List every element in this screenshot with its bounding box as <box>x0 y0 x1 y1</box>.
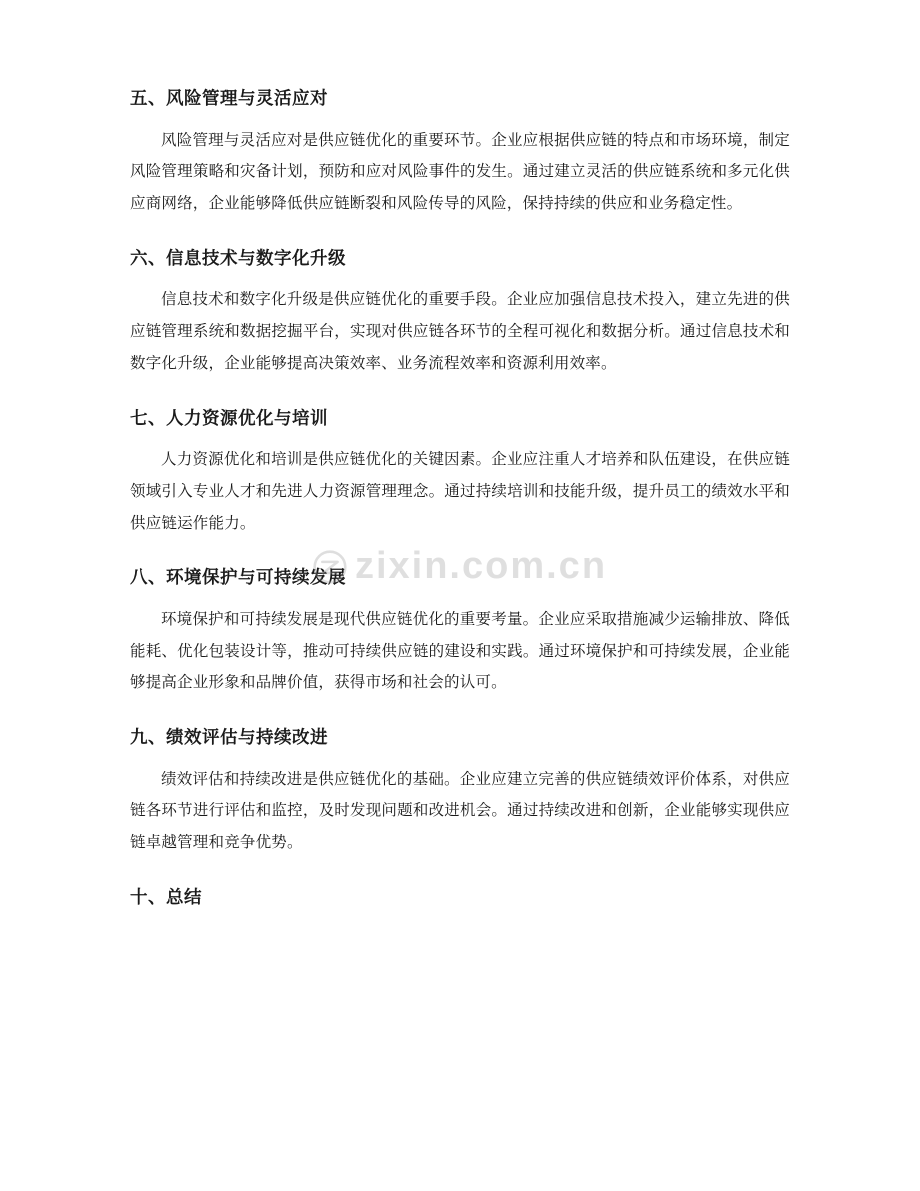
section-paragraph: 信息技术和数字化升级是供应链优化的重要手段。企业应加强信息技术投入，建立先进的供应链管理系统和数据挖掘平台，实现对供应链各环节的全程可视化和数据分析。通过信息技术和数字化升级，企业能够提高决策效率、业务流程效率和资源利用效率。 <box>130 291 790 372</box>
section-heading: 五、风险管理与灵活应对 <box>130 88 328 108</box>
section-paragraph: 风险管理与灵活应对是供应链优化的重要环节。企业应根据供应链的特点和市场环境，制定风险管理策略和灾备计划，预防和应对风险事件的发生。通过建立灵活的供应链系统和多元化供应商网络，企业能够降低供应链断裂和风险传导的风险，保持持续的供应和业务稳定性。 <box>130 131 790 213</box>
section-paragraph: 绩效评估和持续改进是供应链优化的基础。企业应建立完善的供应链绩效评价体系，对供应链各环节进行评估和监控，及时发现问题和改进机会。通过持续改进和创新，企业能够实现供应链卓越管理和竞争优势。 <box>130 770 790 852</box>
document-body <box>130 86 790 923</box>
document-section <box>130 565 790 699</box>
watermark-text: zixin.com.cn <box>354 545 608 587</box>
section-heading: 九、绩效评估与持续改进 <box>130 727 328 748</box>
section-paragraph: 人力资源优化和培训是供应链优化的关键因素。企业应注重人才培养和队伍建设，在供应链领域引入专业人才和先进人力资源管理理念。通过持续培训和技能升级，提升员工的绩效水平和供应链运作能力。 <box>130 451 790 532</box>
section-heading: 八、环境保护与可持续发展 <box>130 567 346 588</box>
document-section <box>130 86 790 220</box>
document-section <box>130 725 790 859</box>
document-section <box>130 885 790 910</box>
document-section <box>130 406 790 540</box>
section-heading: 七、人力资源优化与培训 <box>130 407 328 428</box>
section-paragraph: 环境保护和可持续发展是现代供应链优化的重要考量。企业应采取措施减少运输排放、降低能耗、优化包装设计等，推动可持续供应链的建设和实践。通过环境保护和可持续发展，企业能够提高企业形象和品牌价值，获得市场和社会的认可。 <box>130 610 790 692</box>
section-heading: 十、总结 <box>130 886 202 907</box>
section-heading: 六、信息技术与数字化升级 <box>130 247 346 268</box>
document-section <box>130 246 790 380</box>
